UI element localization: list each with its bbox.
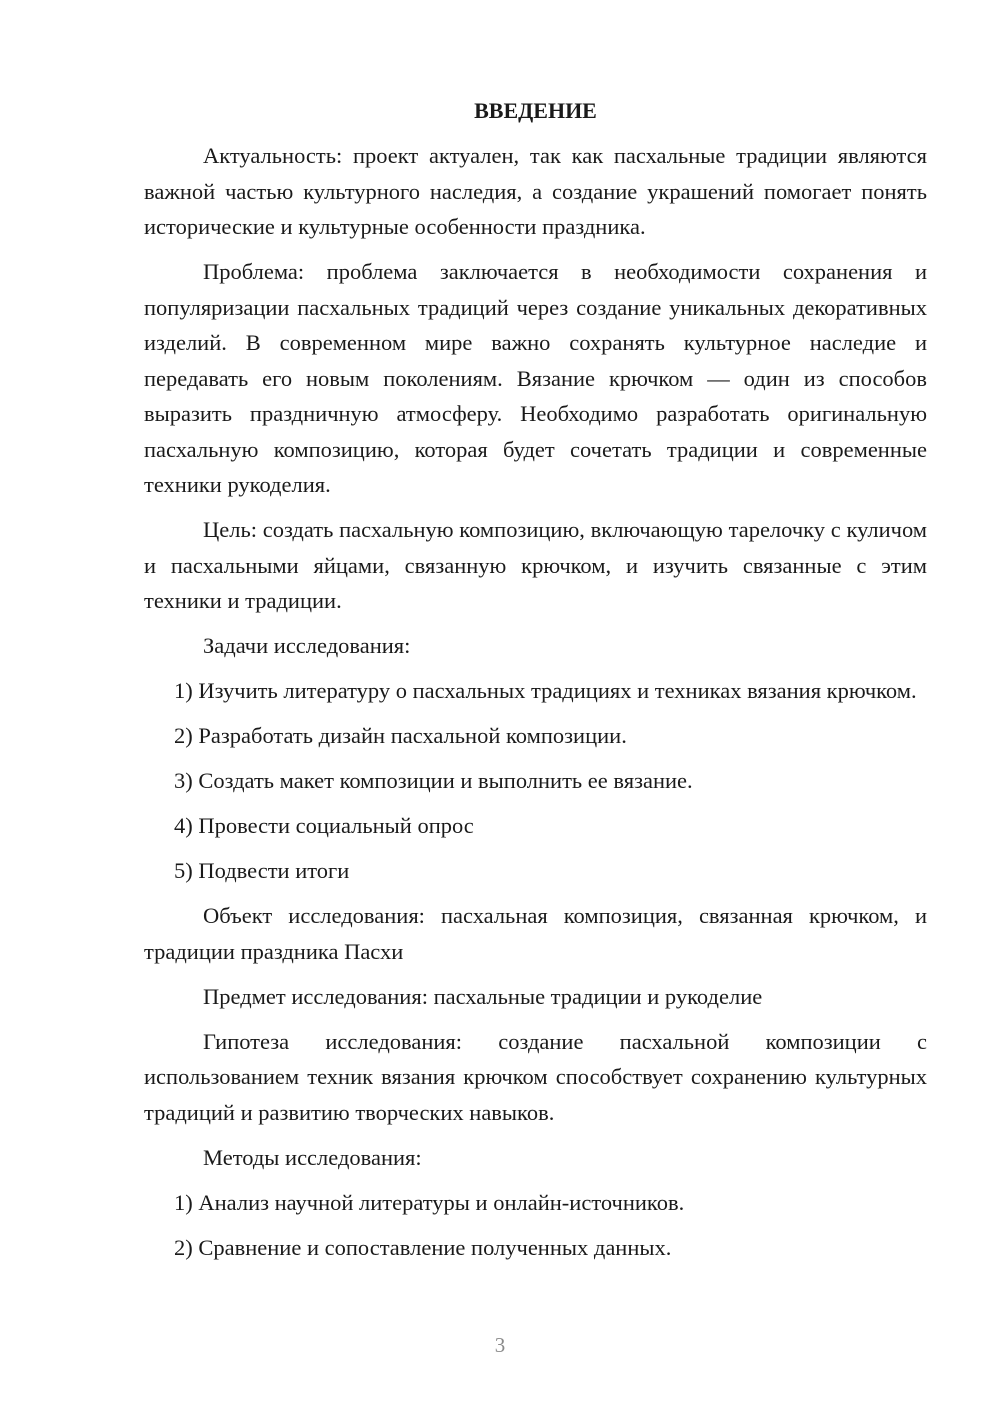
hypothesis-paragraph: Гипотеза исследования: создание пасхальной композиции с использованием техник вязания крючком способствует сохранению культурных традиций и развитию творческих навыков. [144, 1028, 927, 1125]
subject-paragraph: Предмет исследования: пасхальные традиции и рукоделие [203, 983, 763, 1009]
task-item: 4) Провести социальный опрос [174, 813, 474, 838]
method-item: 2) Сравнение и сопоставление полученных данных. [174, 1234, 672, 1260]
document-page [144, 96, 927, 1275]
object-paragraph: Объект исследования: пасхальная композиция, связанная крючком, и традиции праздника Пасхи [144, 903, 927, 964]
task-item: 5) Подвести итоги [174, 858, 350, 883]
task-item: 3) Создать макет композиции и выполнить ее вязание. [174, 768, 693, 793]
problem-paragraph: Проблема: проблема заключается в необходимости сохранения и популяризации пасхальных традиций через создание уникальных декоративных изделий. В современном мире важно сохранять культурное наследие и передавать его новым поколениям. Вязание крючком — один из способов выразить праздничную атмосферу. Необходимо разработать оригинальную пасхальную композицию, которая будет сочетать традиции и современные техники рукоделия. [144, 259, 927, 497]
page-number: 3 [494, 1333, 506, 1357]
task-item: 2) Разработать дизайн пасхальной композиции. [174, 723, 627, 748]
goal-paragraph: Цель: создать пасхальную композицию, включающую тарелочку с куличом и пасхальными яйцами, связанную крючком, и изучить связанные с этим техники и традиции. [144, 517, 927, 613]
task-item: 1) Изучить литературу о пасхальных традициях и техниках вязания крючком. [174, 678, 917, 703]
relevance-paragraph: Актуальность: проект актуален, так как пасхальные традиции являются важной частью культурного наследия, а создание украшений помогает понять исторические и культурные особенности праздника. [144, 143, 927, 239]
methods-heading: Методы исследования: [203, 1144, 422, 1170]
tasks-heading: Задачи исследования: [203, 633, 411, 658]
method-item: 1) Анализ научной литературы и онлайн-источников. [174, 1189, 685, 1215]
section-title: ВВЕДЕНИЕ [474, 98, 597, 123]
